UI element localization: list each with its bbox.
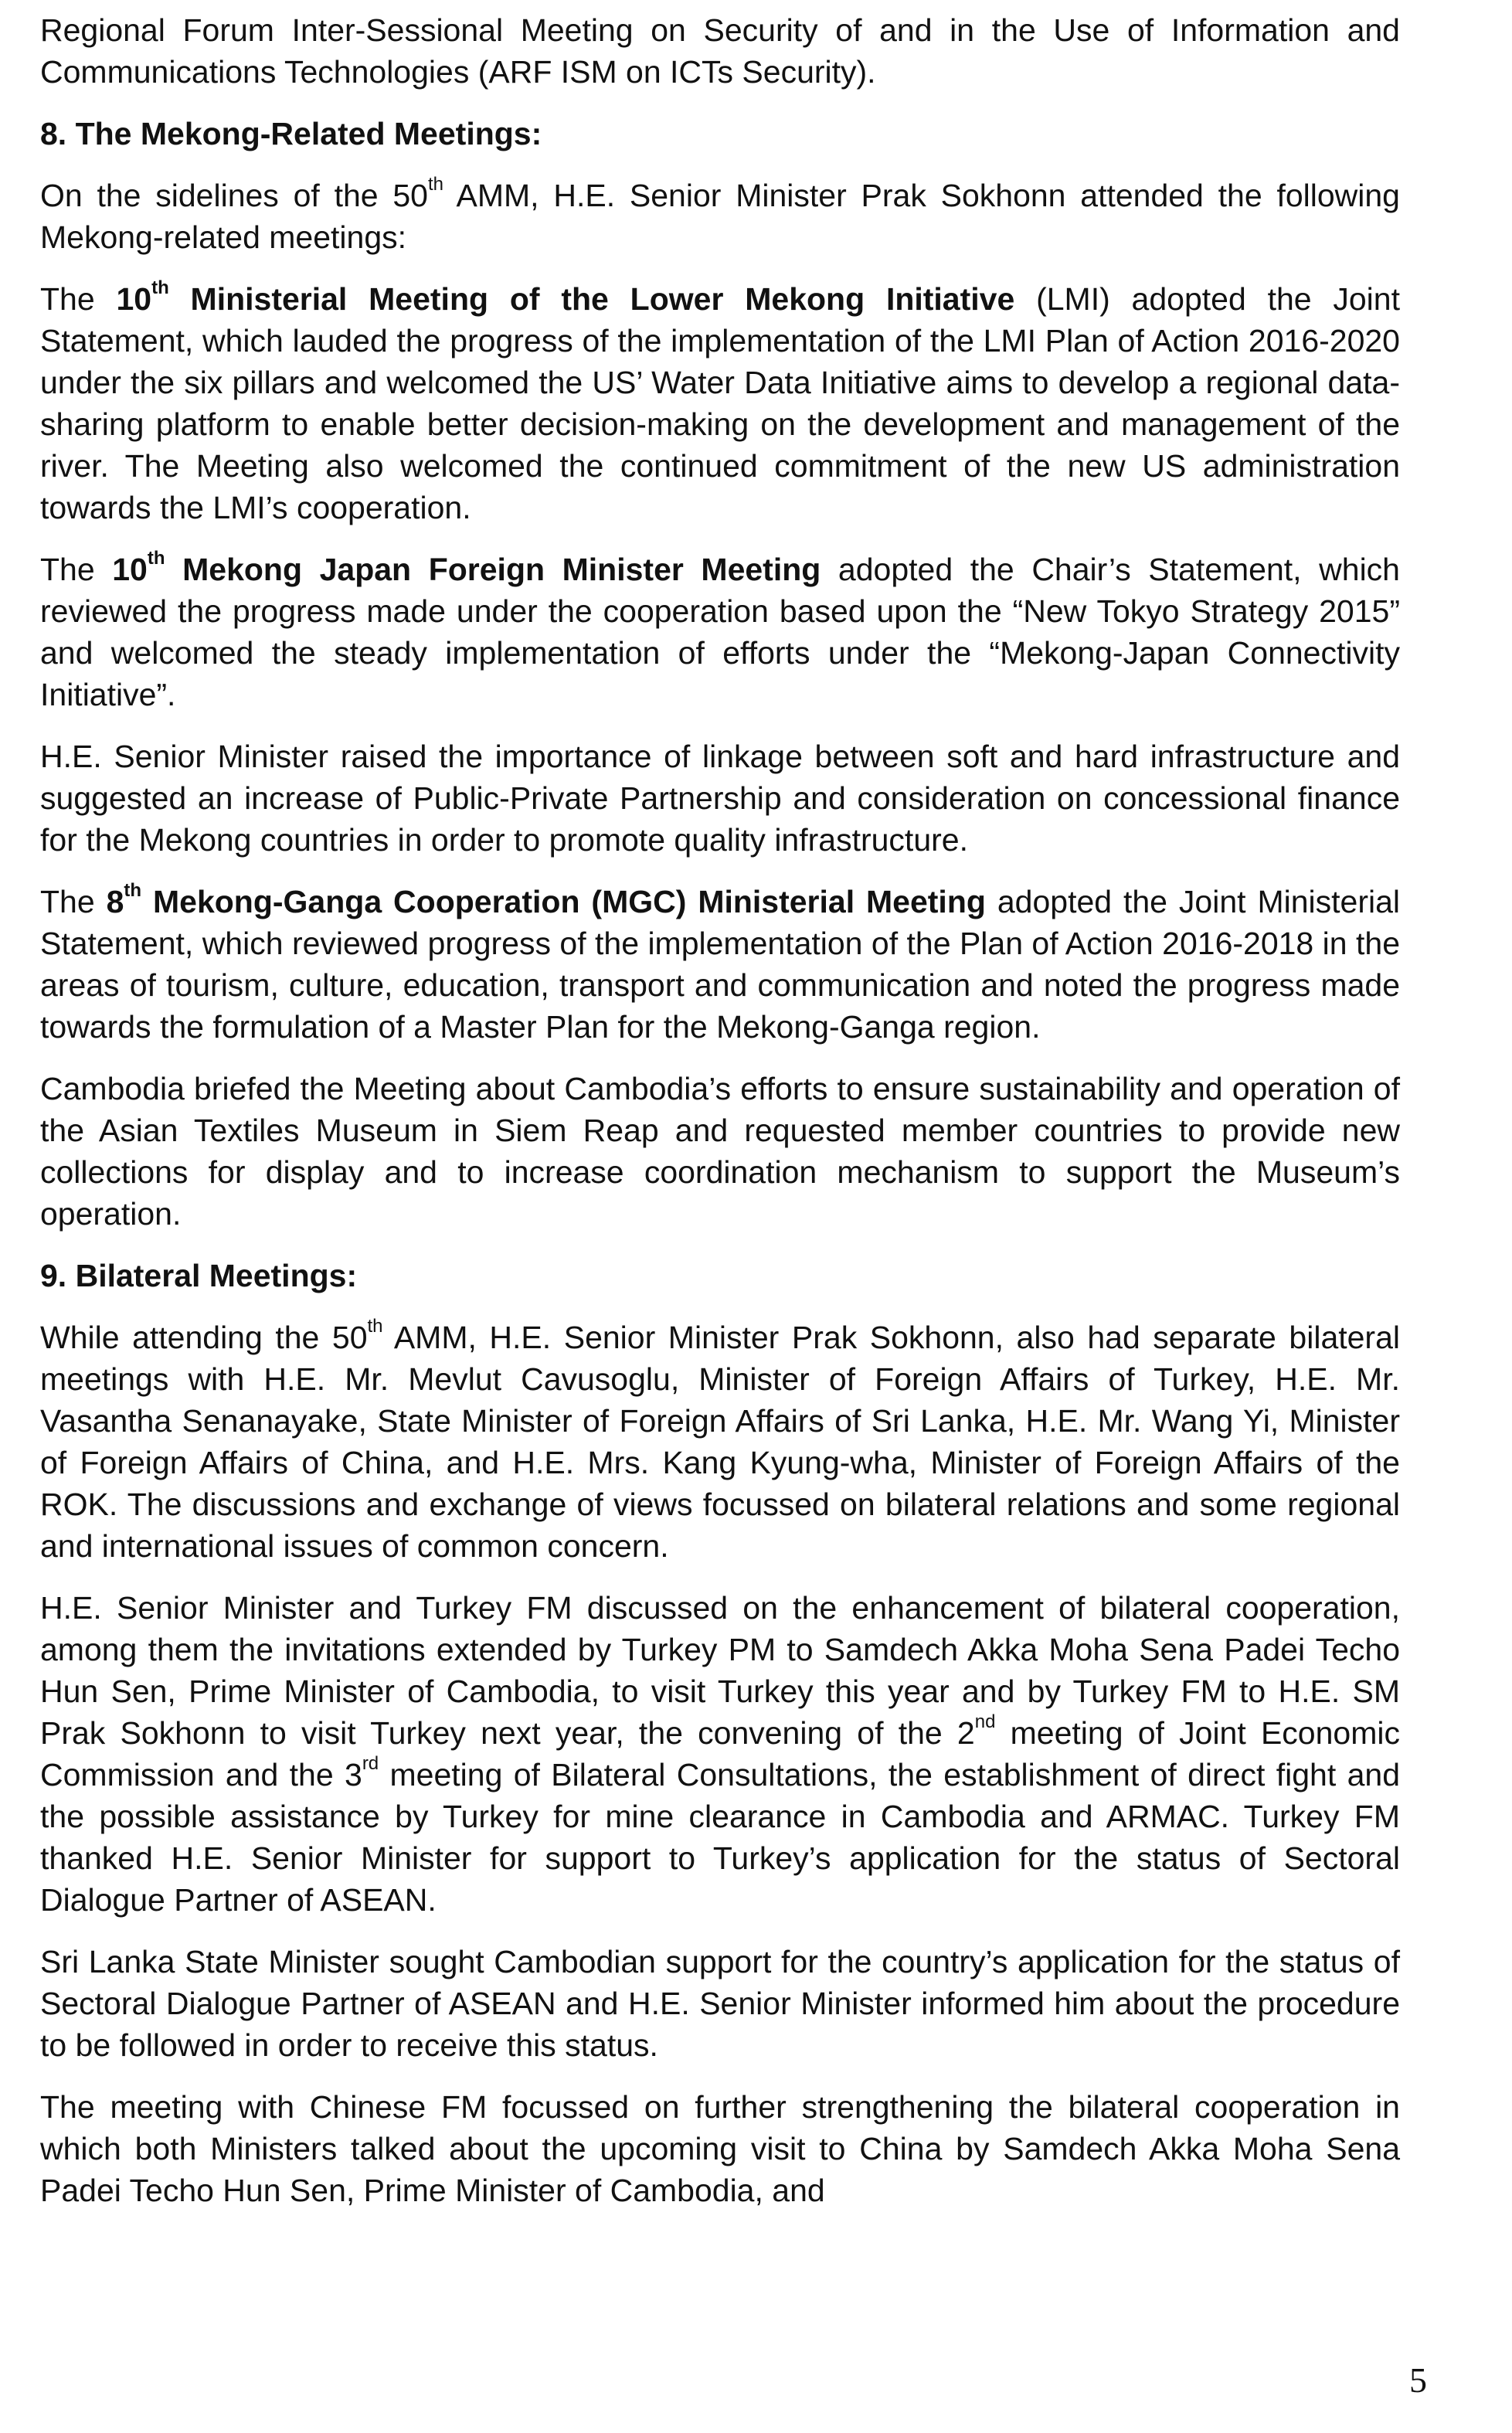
mgc-paragraph <box>40 881 1400 1048</box>
text-run: (LMI) adopted the Joint Statement, which lauded the progress of the implementation of the LMI Plan of Action 2016-2020 under the six pillars and welcomed the US’ Water Data Initiative aims to develop a regional data-sharing platform to enable better decision-making on the development and management of the river. The Meeting also welcomed the continued commitment of the new US administration towards the LMI’s cooperation. <box>40 281 1400 525</box>
text-run: AMM, H.E. Senior Minister Prak Sokhonn attended the following Mekong-related meetings: <box>40 178 1400 255</box>
superscript: th <box>124 880 142 902</box>
text-run: The <box>40 281 117 317</box>
textiles-museum-paragraph: Cambodia briefed the Meeting about Cambodia’s efforts to ensure sustainability and operation of the Asian Textiles Museum in Siem Reap and requested member countries to provide new collections for display and to increase coordination mechanism to support the Museum’s operation. <box>40 1071 1400 1232</box>
text-run: meeting of Joint Economic Commission and the 3 <box>40 1715 1400 1792</box>
text-run: While attending the 50 <box>40 1320 368 1355</box>
infrastructure-paragraph: H.E. Senior Minister raised the importance of linkage between soft and hard infrastructure and suggested an increase of Public-Private Partnership and consideration on concessional finance for the Mekong countries in order to promote quality infrastructure. <box>40 739 1400 858</box>
text-run: On the sidelines of the 50 <box>40 178 428 213</box>
sri-lanka-paragraph: Sri Lanka State Minister sought Cambodian support for the country’s application for the status of Sectoral Dialogue Partner of ASEAN and H.E. Senior Minister informed him about the procedure to be followed in order to receive this status. <box>40 1944 1400 2063</box>
meeting-title: Mekong-Ganga Cooperation (MGC) Ministerial Meeting <box>141 884 986 919</box>
page-number: 5 <box>1409 2360 1427 2400</box>
meeting-ordinal: 10 <box>112 552 148 587</box>
document-body <box>40 9 1400 2231</box>
section-9-heading: 9. Bilateral Meetings: <box>40 1258 358 1293</box>
turkey-paragraph <box>40 1587 1400 1921</box>
meeting-ordinal: 10 <box>116 281 152 317</box>
text-run: meeting of Bilateral Consultations, the establishment of direct fight and the possible assistance by Turkey for mine clearance in Cambodia and ARMAC. Turkey FM thanked H.E. Senior Minister for support to Turkey’s application for the status of Sectoral Dialogue Partner of ASEAN. <box>40 1757 1400 1918</box>
intro-continuation-paragraph: Regional Forum Inter-Sessional Meeting on Security of and in the Use of Information and Communications Technologies (ARF ISM on ICTs Security). <box>40 12 1400 90</box>
meeting-title: Mekong Japan Foreign Minister Meeting <box>165 552 821 587</box>
lmi-paragraph <box>40 278 1400 528</box>
section-9-intro-paragraph <box>40 1317 1400 1567</box>
meeting-title: Ministerial Meeting of the Lower Mekong Initiative <box>168 281 1015 317</box>
mekong-japan-paragraph <box>40 549 1400 715</box>
superscript: rd <box>362 1753 379 1775</box>
text-run: adopted the Chair’s Statement, which reviewed the progress made under the cooperation based upon the “New Tokyo Strategy 2015” and welcomed the steady implementation of efforts under the “Mekong-Japan Connectivity Initiative”. <box>40 552 1400 712</box>
text-run: H.E. Senior Minister and Turkey FM discussed on the enhancement of bilateral cooperation, among them the invitations extended by Turkey PM to Samdech Akka Moha Sena Padei Techo Hun Sen, Prime Minister of Cambodia, to visit Turkey this year and by Turkey FM to H.E. SM Prak Sokhonn to visit Turkey next year, the convening of the 2 <box>40 1590 1400 1751</box>
superscript: th <box>151 277 169 299</box>
china-paragraph: The meeting with Chinese FM focussed on further strengthening the bilateral cooperation in which both Ministers talked about the upcoming visit to China by Samdech Akka Moha Sena Padei Techo Hun Sen, Prime Minister of Cambodia, and <box>40 2089 1400 2208</box>
superscript: th <box>427 174 443 195</box>
superscript: nd <box>974 1711 996 1733</box>
section-8-heading: 8. The Mekong-Related Meetings: <box>40 116 542 151</box>
text-run: The <box>40 884 107 919</box>
text-run: adopted the Joint Ministerial Statement, which reviewed progress of the implementation of the Plan of Action 2016-2018 in the areas of tourism, culture, education, transport and communication and noted the progress made towards the formulation of a Master Plan for the Mekong-Ganga region. <box>40 884 1400 1045</box>
text-run: The <box>40 552 113 587</box>
superscript: th <box>367 1316 383 1337</box>
superscript: th <box>147 548 165 569</box>
meeting-ordinal: 8 <box>106 884 124 919</box>
section-8-intro-paragraph <box>40 175 1400 258</box>
text-run: AMM, H.E. Senior Minister Prak Sokhonn, also had separate bilateral meetings with H.E. Mr. Mevlut Cavusoglu, Minister of Foreign Affairs of Turkey, H.E. Mr. Vasantha Senanayake, State Minister of Foreign Affairs of Sri Lanka, H.E. Mr. Wang Yi, Minister of Foreign Affairs of China, and H.E. Mrs. Kang Kyung-wha, Minister of Foreign Affairs of the ROK. The discussions and exchange of views focussed on bilateral relations and some regional and international issues of common concern. <box>40 1320 1400 1564</box>
